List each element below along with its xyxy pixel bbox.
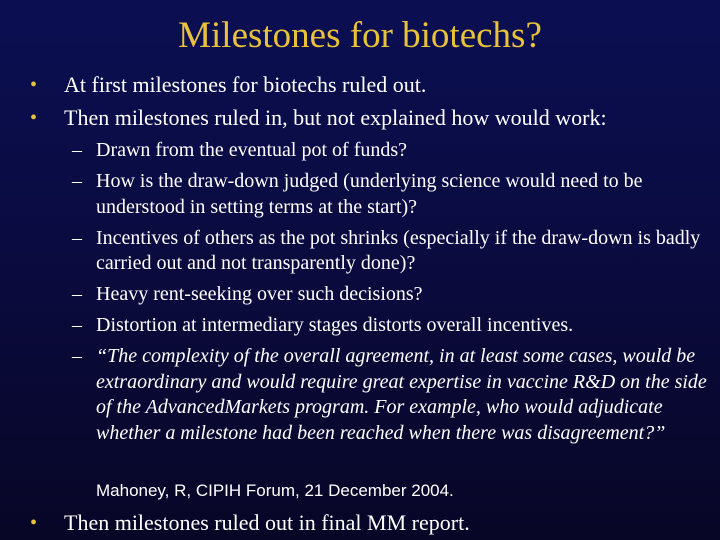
sub-bullet-item xyxy=(72,138,712,164)
dash-marker: – xyxy=(72,170,82,192)
quote-text: “The complexity of the overall agreement, in at least some cases, would be extraordinary and would require great expertise in vaccine R&D on the side of the AdvancedMarkets program. For example, who would adjudicate whether a milestone had been reached when there was disagreement?” xyxy=(96,345,707,444)
bullet-text: Then milestones ruled out in final MM report. xyxy=(64,510,470,535)
sub-bullet-item xyxy=(72,169,712,220)
sub-bullet-item xyxy=(72,313,712,339)
bullet-text: At first milestones for biotechs ruled out. xyxy=(64,72,427,97)
sub-bullet-text: How is the draw-down judged (underlying science would need to be understood in setting terms at the start)? xyxy=(96,170,643,218)
sub-bullet-list xyxy=(72,138,712,452)
dash-marker: – xyxy=(72,314,82,336)
dash-marker: – xyxy=(72,226,82,249)
sub-bullet-text: Heavy rent-seeking over such decisions? xyxy=(96,283,423,305)
citation: Mahoney, R, CIPIH Forum, 21 December 2004. xyxy=(96,481,454,500)
slide-title: Milestones for biotechs? xyxy=(178,15,542,56)
dash-marker: – xyxy=(72,283,82,305)
bullet-marker: • xyxy=(30,74,38,96)
dash-marker: – xyxy=(72,139,82,161)
bullet-text: Then milestones ruled in, but not explained how would work: xyxy=(64,105,607,130)
sub-bullet-text: Incentives of others as the pot shrinks (especially if the draw-down is badly carried out and not transparently done)? xyxy=(96,226,701,274)
sub-bullet-text: Drawn from the eventual pot of funds? xyxy=(96,139,408,161)
bullet-marker: • xyxy=(30,107,38,129)
quote-item xyxy=(72,344,712,446)
bullet-marker: • xyxy=(30,512,38,534)
sub-bullet-item xyxy=(72,282,712,308)
dash-marker: – xyxy=(72,345,82,367)
sub-bullet-item xyxy=(72,226,712,277)
sub-bullet-text: Distortion at intermediary stages distorts overall incentives. xyxy=(96,314,574,336)
